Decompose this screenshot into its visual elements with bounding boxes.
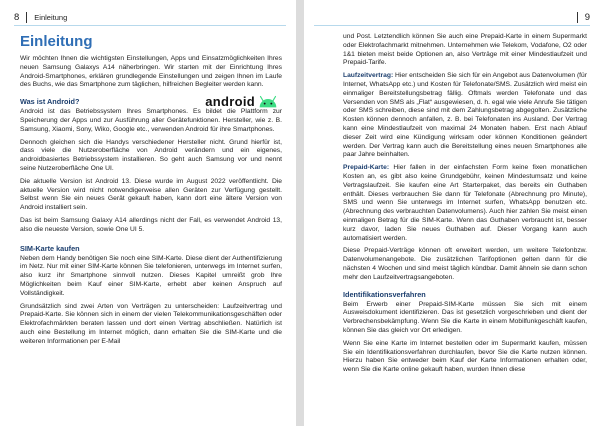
- android-logo-text: android: [205, 94, 255, 110]
- section-heading-identification: Identifikationsverfahren: [343, 289, 426, 299]
- android-robot-icon: [258, 95, 278, 108]
- page-number-left: 8: [14, 11, 20, 23]
- contract-paragraph: [343, 72, 587, 160]
- left-page: [0, 0, 296, 426]
- identification-paragraph-1: Beim Erwerb einer Prepaid-SIM-Karte müssen Sie sich mit einem Ausweisdokument identifizieren. Das ist gesetzlich vorgeschrieben und dient der Verbrechensbekämpfung. Wenn Sie die Karte in einem Mobilfunkgeschäft kaufen, können Sie das gleich vor Ort erledigen.: [343, 300, 587, 334]
- right-running-header: [314, 9, 590, 26]
- continued-paragraph: und Post. Letztendlich können Sie auch eine Prepaid-Karte in einem Supermarkt oder Elektrofachmarkt mitnehmen. Unternehmen wie Telekom, Vodafone, O2 oder 1&1 bieten meist beide Optionen an, also Verträge mit einer Mindestlaufzeit und Prepaid-Tarife.: [343, 33, 587, 67]
- left-content: [20, 30, 282, 351]
- book-gutter: [296, 0, 304, 426]
- prepaid-text: Hier fallen in der einfachsten Form keine fixen monatlichen Kosten an, es gibt also keine Grundgebühr, keinen Mindestumsatz und keine Vertragslaufzeit. Sie kaufen eine Art Starterpaket, das bereits ein Guthaben enthält. Dieses verbrauchen Sie dann für Telefonate (Abrechnung pro Minute), SMS und wenn Sie unterwegs im Internet surfen, WhatsApp benutzen etc. (Abrechnung des verbrauchten Datenvolumens). Auch hier zahlen Sie meist einen einmaligen Betrag für die SIM-Karte. Wenn das Guthaben verbraucht ist, besser kurz davor, laden Sie neues Guthaben auf. Dieser Vorgang kann auch automatisiert werden.: [343, 164, 587, 242]
- android-logo: [205, 95, 278, 108]
- prepaid-paragraph: [343, 164, 587, 243]
- running-head: Einleitung: [34, 12, 68, 22]
- sim-paragraph-1: Neben dem Handy benötigen Sie noch eine SIM-Karte. Diese dient der Authentifizierung im Netz. Nur mit einer SIM-Karte können Sie telefonieren, unterwegs im Internet surfen, also kurz ihr Smartphone sinnvoll nutzen. Dieses Kapitel umreißt grob Ihre Möglichkeiten beim Kauf einer SIM-Karte, erhebt aber keinen Anspruch auf Vollständigkeit.: [20, 254, 282, 297]
- chapter-title: Einleitung: [20, 33, 93, 50]
- intro-paragraph: Wir möchten Ihnen die wichtigsten Einstellungen, Apps und Einsatzmöglichkeiten Ihres neuen Samsung Galaxys A14 näherbringen. Wir starten mit der Einrichtung Ihres Android-Smartphones, erklären grundlegende Einstellungen und zeigen Ihnen im Laufe des Buchs, wie das Smartphone zum täglichen, hilfreichen Begleiter werden kann.: [20, 55, 282, 89]
- left-running-header: [14, 9, 286, 26]
- prepaid-extension-paragraph: Diese Prepaid-Verträge können oft erweitert werden, um weitere Telefonbzw. Datenvolumenangebote. Die zusätzlichen Tarifoptionen gelten dann für die nächsten 4 Wochen und sind meist täglich kündbar. Damit ähneln sie dann schon mehr den Laufzeitvertragsangeboten.: [343, 247, 587, 281]
- right-page: [304, 0, 600, 426]
- header-separator-right: [577, 12, 578, 23]
- identification-paragraph-2: Wenn Sie eine Karte im Internet bestellen oder im Supermarkt kaufen, müssen Sie ein Identifikationsverfahren durchlaufen, bevor Sie die Karte nutzen können. Hierzu haben Sie entweder beim Kauf der Karte Informationen erhalten oder, wenn Sie die Karte online gekauft haben, wurden Ihnen diese: [343, 339, 587, 374]
- android-paragraph-4: Das ist beim Samsung Galaxy A14 allerdings nicht der Fall, es verwendet Android 13, also die neueste Version, sowie One UI 5.: [20, 216, 282, 233]
- section-heading-android: Was ist Android?: [20, 97, 80, 107]
- term-laufzeitvertrag: Laufzeitvertrag:: [343, 72, 394, 80]
- section-heading-row: [20, 95, 282, 108]
- right-content: [343, 33, 587, 379]
- section-heading-sim: SIM-Karte kaufen: [20, 243, 80, 253]
- android-paragraph-1: Android ist das Betriebssystem Ihres Smartphones. Es bildet die Plattform zur Speicherung der Apps und zur Ausführung aller Gerätefunktionen. Hersteller, wie z. B. Samsung, Xiaomi, Sony, Wiko, Google etc., verwenden Android für ihre Smartphones.: [20, 108, 282, 133]
- sim-paragraph-2: Grundsätzlich sind zwei Arten von Verträgen zu unterscheiden: Laufzeitvertrag und Prepaid-Karte. Sie können sich in einem der vielen Telekommunikationsgeschäften oder Elektrofachmärkten beraten lassen und dort einen Vertrag abschließen. Natürlich ist auch eine Bestellung im Internet möglich, dann erhalten Sie die SIM-Karte und die weiteren Informationen per E-Mail: [20, 302, 282, 345]
- android-paragraph-3: Die aktuelle Version ist Android 13. Diese wurde im August 2022 veröffentlicht. Die aktuelle Version wird nicht notwendigerweise allen Geräten zur Verfügung gestellt. Selbst wenn Sie ein neues Gerät gekauft haben, kann dort eine ältere Version von Android installiert sein.: [20, 177, 282, 212]
- android-paragraph-2: Dennoch gleichen sich die Handys verschiedener Hersteller nicht. Grund hierfür ist, dass viele die Nutzeroberfläche von Android verändern und ein eigenes, androidbasiertes Betriebssystem installieren. So geht auch Samsung vor und nennt seine Nutzeroberfläche One UI.: [20, 138, 282, 172]
- contract-text: Hier entscheiden Sie sich für ein Angebot aus Datenvolumen (für Internet, WhatsApp etc.) und Kosten für Telefonate/SMS. Zusätzlich wird meist ein einmaliger Bereitstellungsbetrag fällig. Oftmals werden Telefonate und das Versenden von SMS als „Flat“ ausgewiesen, d. h. egal wie viele Anrufe Sie tätigen oder SMS schreiben, diese sind mit dem Zahlungsbetrag abgegolten. Zusätzliche Kosten können dennoch anfallen, z. B. bei Telefonaten ins Ausland. Der Vertrag kann eine Mindestlaufzeit von maximal 24 Monaten haben. Erst nach Ablauf dieser Zeit wird eine Kündigung wirksam oder können Konditionen geändert werden. Der Vertrag kann auch die Bereitstellung eines neuen Smartphones alle paar Jahre beinhalten.: [343, 72, 587, 159]
- page-number-right: 9: [584, 11, 590, 23]
- header-separator: [26, 12, 27, 23]
- term-prepaid: Prepaid-Karte:: [343, 164, 390, 172]
